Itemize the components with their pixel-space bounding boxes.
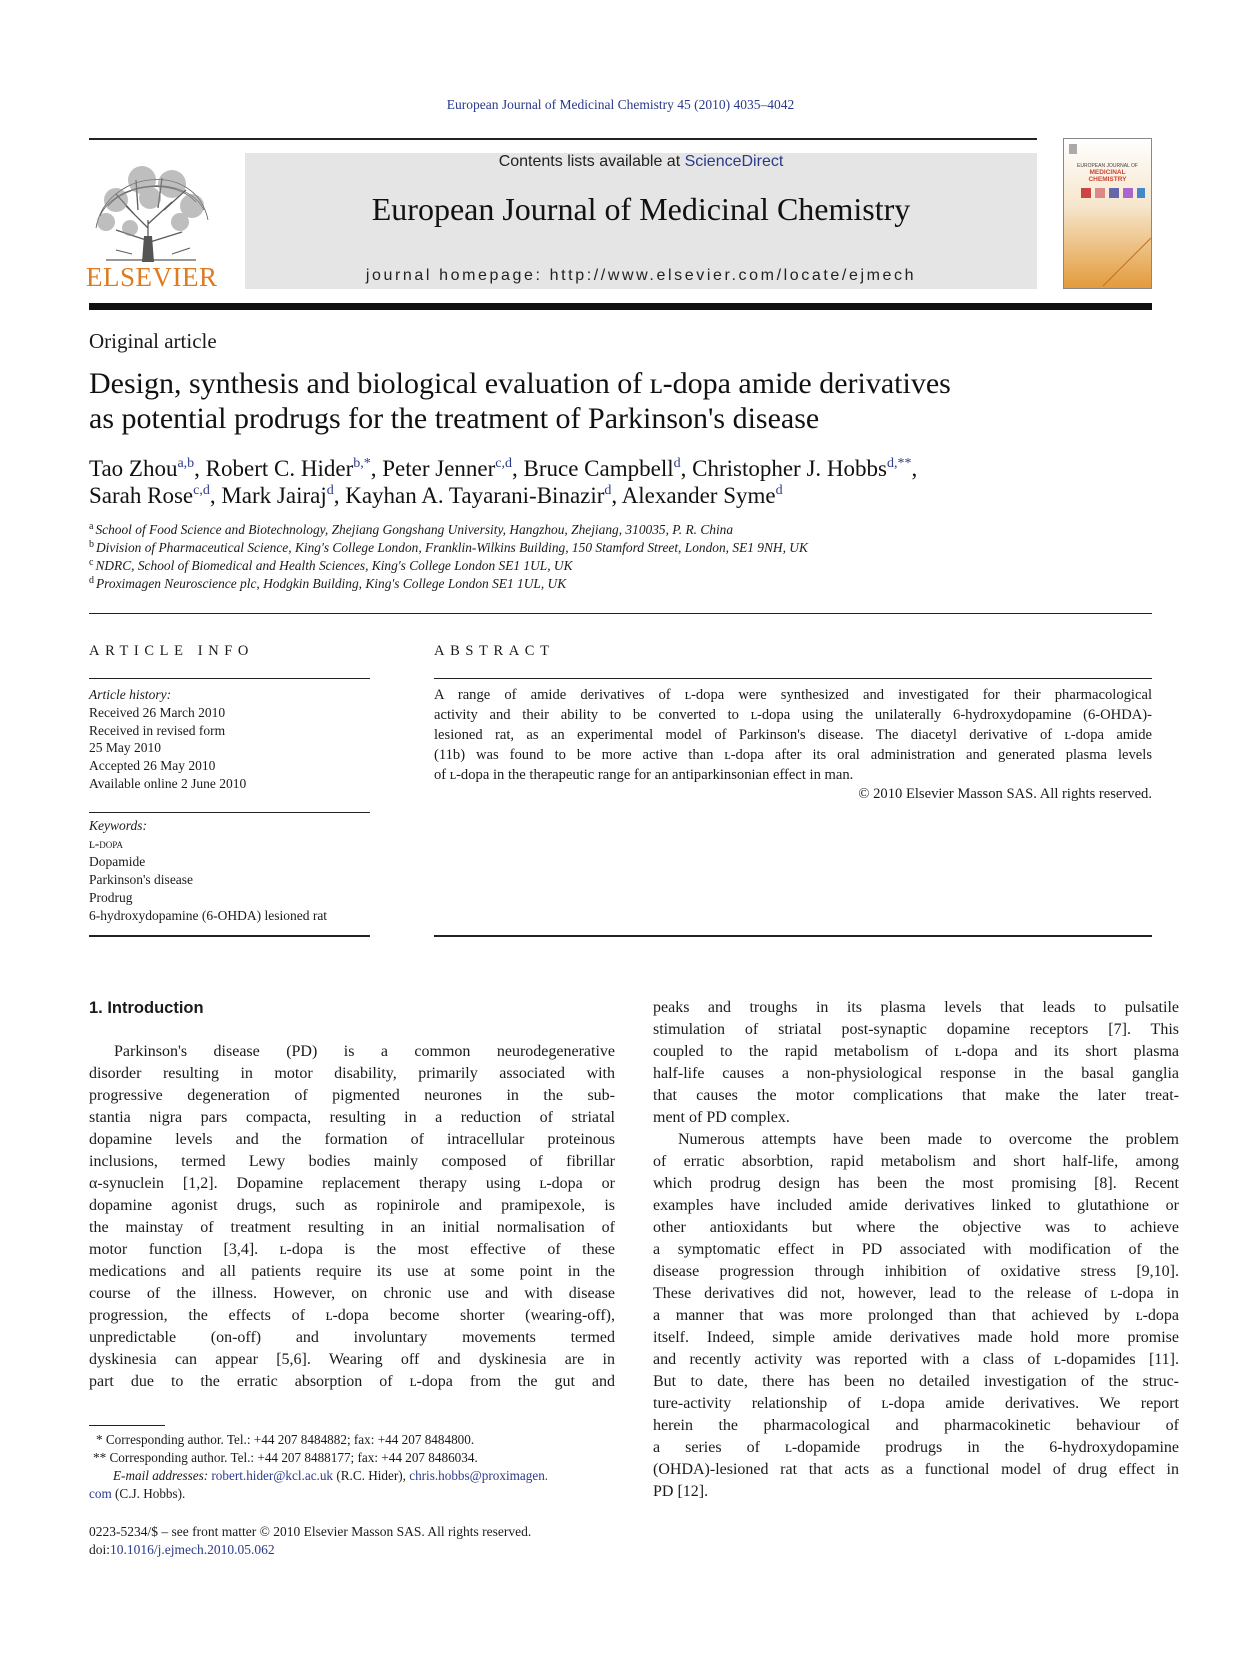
history-item: Received in revised form [89, 723, 226, 738]
intro-right-line: Numerous attempts have been made to overcome the problem [678, 1131, 1179, 1148]
history-item: Available online 2 June 2010 [89, 776, 247, 791]
author[interactable]: Tao Zhou$^{a,b}$ [89, 456, 195, 481]
history-item: 25 May 2010 [89, 740, 161, 755]
email-link-hider[interactable]: robert.hider@kcl.ac.uk [211, 1468, 334, 1483]
intro-right-line: other antioxidants but where the objective was to achieve [653, 1219, 1179, 1236]
intro-right-line: herein the pharmacological and pharmacokinetic behaviour of [653, 1417, 1179, 1434]
journal-cover [1063, 138, 1152, 289]
author[interactable]: Peter Jenner$^{c,d}$ [382, 456, 512, 481]
cover-text-2: MEDICINAL [1089, 169, 1126, 176]
intro-right-line: coupled to the rapid metabolism of ʟ-dopa and its short plasma [653, 1043, 1179, 1060]
intro-right-line: that causes the motor complications that make the later treat- [653, 1087, 1179, 1104]
intro-left-line: course of the illness. However, on chronic use and with disease [89, 1285, 615, 1302]
intro-left-line: dopamine agonist drugs, such as ropinirole and pramipexole, is [89, 1197, 615, 1214]
affiliation-rule [89, 613, 1152, 614]
keyword: ʟ-dopa [89, 836, 123, 851]
intro-right-line: disease progression through inhibition of oxidative stress [9,10]. [653, 1263, 1179, 1280]
issn-line: 0223-5234/$ – see front matter © 2010 Elsevier Masson SAS. All rights reserved. [89, 1524, 532, 1539]
abstract-heading: ABSTRACT [434, 643, 555, 659]
abstract-rule [434, 678, 1152, 679]
header-rule [89, 138, 1037, 140]
intro-right-line: These derivatives did not, however, lead to the release of ʟ-dopa in [653, 1285, 1179, 1302]
intro-left-line: medications and all patients require its use at some point in the [89, 1263, 615, 1280]
affiliation-a: $^a$ School of Food Science and Biotechnology, Zhejiang Gongshang University, Hangzhou, Zhejiang, 310035, P. R. China [89, 521, 734, 537]
footnote-rule [89, 1425, 165, 1426]
author[interactable]: Kayhan A. Tayarani-Binazir$^d$ [345, 483, 612, 508]
intro-right-line: which prodrug design has been the most promising [8]. Recent [653, 1175, 1179, 1192]
authors-line-2: Sarah Rose$^{c,d}$, Mark Jairaj$^d$, Kayhan A. Tayarani-Binazir$^d$, Alexander Syme$^d$ [89, 483, 783, 508]
intro-left-line: α-synuclein [1,2]. Dopamine replacement therapy using ʟ-dopa or [89, 1175, 615, 1192]
keywords-label: Keywords: [89, 818, 147, 833]
intro-right-line: But to date, there has been no detailed investigation of the struc- [653, 1373, 1179, 1390]
journal-title: European Journal of Medicinal Chemistry [371, 191, 911, 227]
intro-left-line: progression, the effects of ʟ-dopa become shorter (wearing-off), [89, 1307, 615, 1324]
author[interactable]: Christopher J. Hobbs$^{d,**}$ [692, 456, 912, 481]
intro-right-line: half-life causes a non-physiological response in the basal ganglia [653, 1065, 1179, 1082]
intro-left-line: Parkinson's disease (PD) is a common neurodegenerative [114, 1043, 615, 1060]
author[interactable]: Robert C. Hider$^{b,*}$ [205, 456, 371, 481]
affiliation-c: $^c$ NDRC, School of Biomedical and Health Sciences, King's College London SE1 1UL, UK [89, 557, 573, 573]
affiliation-d: $^d$ Proximagen Neuroscience plc, Hodgkin Building, King's College London SE1 1UL, UK [89, 575, 567, 591]
intro-left-line: inclusions, termed Lewy bodies mainly composed of fibrillar [89, 1153, 615, 1170]
intro-left-line: the mainstay of treatment resulting in an initial normalisation of [89, 1219, 615, 1236]
abstract-line: (11b) was found to be more active than ʟ-dopa after its oral administration and generated plasma levels [434, 747, 1152, 763]
intro-right-line: (OHDA)-lesioned rat that acts as a functional model of drug effect in [653, 1461, 1179, 1478]
intro-right-line: stimulation of striatal post-synaptic dopamine receptors [7]. This [653, 1021, 1179, 1038]
intro-right-line: PD [12]. [653, 1483, 709, 1500]
cover-text-1: EUROPEAN JOURNAL OF [1077, 163, 1138, 169]
doi-link[interactable]: 10.1016/j.ejmech.2010.05.062 [110, 1542, 275, 1557]
info-rule [89, 678, 370, 679]
footnote-email-line-2 [89, 1486, 185, 1502]
email-link-hobbs[interactable]: chris.hobbs@proximagen. [409, 1468, 549, 1483]
intro-right-line: examples have included amide derivatives linked to glutathione or [653, 1197, 1179, 1214]
author[interactable]: Alexander Syme$^d$ [621, 483, 783, 508]
history-item: Accepted 26 May 2010 [89, 758, 216, 773]
journal-citation[interactable]: European Journal of Medicinal Chemistry 45 (2010) 4035–4042 [446, 97, 795, 112]
intro-left-line: part due to the erratic absorption of ʟ-dopa from the gut and [89, 1373, 615, 1390]
journal-homepage[interactable]: journal homepage: http://www.elsevier.com/locate/ejmech [365, 267, 917, 284]
elsevier-logo [86, 150, 216, 292]
info-rule [89, 812, 370, 813]
doi-line [89, 1542, 275, 1558]
contents-line [245, 153, 1037, 171]
intro-right-line: peaks and troughs in its plasma levels that leads to pulsatile [653, 999, 1179, 1016]
footnote-corresponding-2: ** Corresponding author. Tel.: +44 207 8488177; fax: +44 207 8486034. [93, 1450, 478, 1465]
article-title-line-2: as potential prodrugs for the treatment of Parkinson's disease [89, 402, 820, 435]
intro-right-line: and recently activity was reported with a class of ʟ-dopamides [11]. [653, 1351, 1179, 1368]
authors-line-1: Tao Zhou$^{a,b}$, Robert C. Hider$^{b,*}$, Peter Jenner$^{c,d}$, Bruce Campbell$^d$, Christopher J. Hobbs$^{d,**}$, [89, 456, 918, 481]
author[interactable]: Sarah Rose$^{c,d}$ [89, 483, 210, 508]
intro-right-line: ture-activity relationship of ʟ-dopa amide derivatives. We report [653, 1395, 1179, 1412]
keyword: Dopamide [89, 854, 146, 869]
intro-left-line: stantia nigra pars compacta, resulting in a reduction of striatal [89, 1109, 615, 1126]
article-type: Original article [89, 329, 217, 353]
email-label: E-mail addresses: [113, 1468, 212, 1483]
keyword: Parkinson's disease [89, 872, 194, 887]
journal-banner [245, 153, 1037, 289]
author[interactable]: Mark Jairaj$^d$ [221, 483, 334, 508]
keyword: Prodrug [89, 890, 133, 905]
intro-right-line: itself. Indeed, simple amide derivatives made hold more promise [653, 1329, 1179, 1346]
abstract-copyright: © 2010 Elsevier Masson SAS. All rights reserved. [858, 786, 1152, 802]
intro-right-line: a series of ʟ-dopamide prodrugs in the 6-hydroxydopamine [653, 1439, 1179, 1456]
elsevier-wordmark: ELSEVIER [86, 262, 218, 292]
intro-left-line: progressive degeneration of pigmented neurones in the sub- [89, 1087, 615, 1104]
journal-cover-image [1063, 138, 1152, 289]
intro-left-line: unpredictable (on-off) and involuntary movements termed [89, 1329, 615, 1346]
footnote-corresponding-1: * Corresponding author. Tel.: +44 207 8484882; fax: +44 207 8484800. [96, 1432, 475, 1447]
section-heading: 1. Introduction [89, 999, 204, 1017]
history-label: Article history: [89, 687, 172, 702]
intro-left-line: dyskinesia can appear [5,6]. Wearing off and dyskinesia are in [89, 1351, 615, 1368]
abstract-line: A range of amide derivatives of ʟ-dopa were synthesized and investigated for their pharmacological [434, 687, 1152, 703]
intro-right-line: of erratic absorbtion, rapid metabolism and short half-life, among [653, 1153, 1179, 1170]
abstract-rule [434, 935, 1152, 937]
intro-left-line: disorder resulting in motor disability, primarily associated with [89, 1065, 615, 1082]
abstract-line: of ʟ-dopa in the therapeutic range for an antiparkinsonian effect in man. [434, 767, 854, 783]
intro-right-line: a manner that was more prolonged than that achieved by ʟ-dopa [653, 1307, 1179, 1324]
intro-left-line: motor function [3,4]. ʟ-dopa is the most effective of these [89, 1241, 615, 1258]
intro-right-line: a symptomatic effect in PD associated with modification of the [653, 1241, 1179, 1258]
sciencedirect-link[interactable]: ScienceDirect [684, 153, 784, 170]
article-title-line-1: Design, synthesis and biological evaluation of ʟ-dopa amide derivatives [89, 367, 951, 400]
header-thick-rule [89, 303, 1152, 310]
contents-prefix: Contents lists available at [498, 153, 685, 170]
email-owner: (C.J. Hobbs). [111, 1486, 186, 1501]
email-link-hobbs-cont[interactable]: com [89, 1486, 112, 1501]
affiliation-b: $^b$ Division of Pharmaceutical Science, King's College London, Franklin-Wilkins Building, 150 Stamford Street, London, SE1 9NH, UK [89, 539, 808, 555]
abstract-line: activity and their ability to be converted to ʟ-dopa using the unilaterally 6-hydroxydopamine (6-OHDA)- [434, 707, 1152, 723]
abstract-line: lesioned rat, as an experimental model of Parkinson's disease. The diacetyl derivative of ʟ-dopa amide [434, 727, 1152, 743]
footnote-email-line [113, 1468, 548, 1484]
article-info-heading: ARTICLE INFO [89, 643, 255, 659]
intro-left-line: dopamine levels and the formation of intracellular proteinous [89, 1131, 615, 1148]
info-rule [89, 935, 370, 937]
intro-right-line: ment of PD complex. [653, 1109, 790, 1126]
cover-text-3: CHEMISTRY [1088, 176, 1127, 183]
keyword: 6-hydroxydopamine (6-OHDA) lesioned rat [89, 908, 328, 923]
email-owner: (R.C. Hider), [333, 1468, 410, 1483]
history-item: Received 26 March 2010 [89, 705, 226, 720]
doi-label: doi: [89, 1542, 111, 1557]
author[interactable]: Bruce Campbell$^d$ [523, 456, 681, 481]
